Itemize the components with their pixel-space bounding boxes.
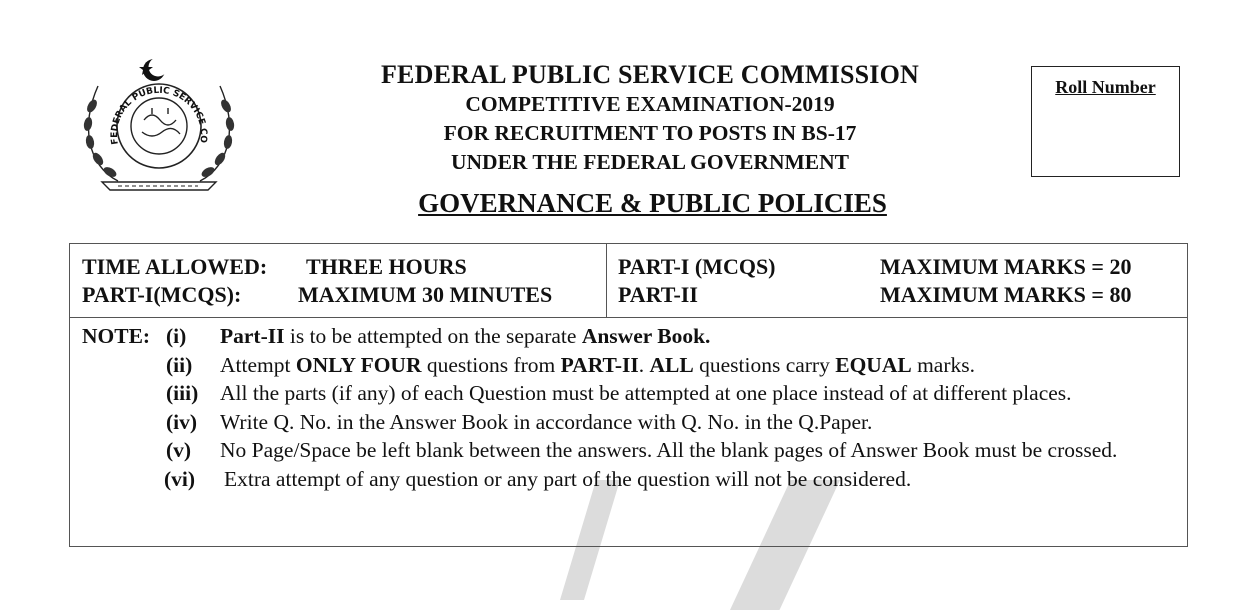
time-allowed-label: TIME ALLOWED: (82, 254, 268, 279)
note-item (82, 436, 1177, 465)
roll-number-box[interactable] (1031, 66, 1180, 177)
part1-marks: MAXIMUM MARKS = 20 (880, 254, 1132, 279)
mcq-time-label: PART-I(MCQS): (82, 282, 242, 307)
part2-marks: MAXIMUM MARKS = 80 (880, 282, 1132, 307)
exam-title: COMPETITIVE EXAMINATION-2019 (465, 92, 835, 116)
emblem-icon (78, 56, 240, 194)
note-number: (iv) (166, 409, 198, 434)
note-text: No Page/Space be left blank between the answers. All the blank pages of Answer Book must be crossed. (220, 438, 1118, 462)
exam-header (300, 60, 1000, 177)
emblem-ring-text: FEDERAL PUBLIC SERVICE CO (109, 85, 209, 146)
row-divider (70, 317, 1187, 318)
note-number: (i) (166, 324, 187, 348)
note-text: Write Q. No. in the Answer Book in accordance with Q. No. in the Q.Paper. (220, 409, 873, 434)
note-number: (ii) (166, 352, 193, 377)
note-text: All the parts (if any) of each Question must be attempted at one place instead of at different places. (220, 381, 1072, 405)
note-number: (vi) (164, 466, 196, 491)
government-line: UNDER THE FEDERAL GOVERNMENT (450, 150, 849, 174)
note-text: Part-II is to be attempted on the separate Answer Book. (220, 324, 711, 348)
exam-info-table (69, 243, 1188, 547)
part2-label: PART-II (618, 282, 698, 307)
note-text: Attempt ONLY FOUR questions from PART-II. ALL questions carry EQUAL marks. (220, 352, 975, 377)
note-item (82, 351, 1177, 380)
note-number: (v) (166, 438, 192, 462)
note-text: Extra attempt of any question or any part of the question will not be considered. (224, 466, 912, 491)
roll-number-label: Roll Number (1055, 77, 1156, 97)
note-number: (iii) (166, 381, 199, 405)
time-allowed-value: THREE HOURS (306, 254, 467, 279)
note-item (82, 322, 1177, 351)
note-item (82, 379, 1177, 408)
note-lead: NOTE: (82, 324, 151, 348)
part1-label: PART-I (MCQS) (618, 254, 776, 279)
commission-title: FEDERAL PUBLIC SERVICE COMMISSION (380, 60, 920, 89)
subject-title: GOVERNANCE & PUBLIC POLICIES (418, 188, 887, 218)
mcq-time-value: MAXIMUM 30 MINUTES (298, 282, 553, 307)
notes-section (82, 322, 1177, 493)
note-item (82, 408, 1177, 437)
column-divider (606, 244, 607, 317)
note-item (82, 465, 1177, 494)
recruitment-line: FOR RECRUITMENT TO POSTS IN BS-17 (443, 121, 857, 145)
fpsc-emblem (78, 56, 240, 194)
